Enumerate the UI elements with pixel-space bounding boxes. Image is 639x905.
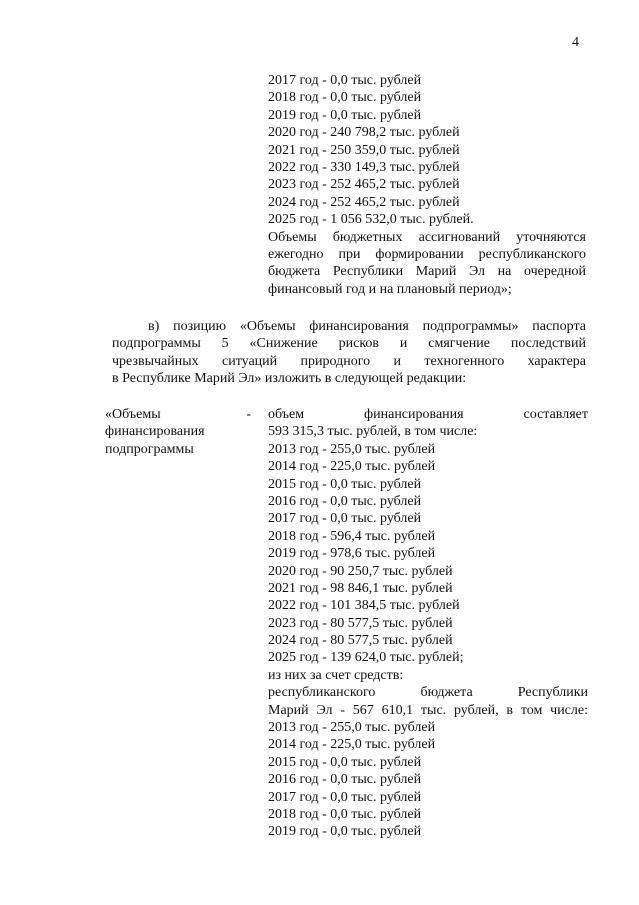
label-line: финансирования bbox=[105, 424, 205, 440]
paragraph-line: в Республике Марий Эл» изложить в следующей редакции: bbox=[112, 371, 467, 387]
paragraph-line: в) позицию «Объемы финансирования подпрограммы» паспорта bbox=[148, 319, 586, 334]
year-line: 2013 год - 255,0 тыс. рублей bbox=[268, 441, 436, 457]
year-line: 2018 год - 0,0 тыс. рублей bbox=[268, 806, 422, 822]
year-line: 2024 год - 252 465,2 тыс. рублей bbox=[268, 194, 460, 210]
year-line: 2021 год - 250 359,0 тыс. рублей bbox=[268, 142, 460, 158]
total-line: 593 315,3 тыс. рублей, в том числе: bbox=[268, 424, 478, 440]
word: объем bbox=[268, 407, 305, 422]
year-line: 2019 год - 978,6 тыс. рублей bbox=[268, 546, 436, 562]
paragraph-line: подпрограммы 5 «Снижение рисков и смягчение последствий bbox=[112, 336, 586, 352]
year-line: 2019 год - 0,0 тыс. рублей bbox=[268, 107, 422, 123]
word: республиканского bbox=[268, 685, 376, 701]
word: Республики bbox=[517, 685, 588, 701]
amendment-paragraph bbox=[112, 318, 586, 388]
year-line: 2021 год - 98 846,1 тыс. рублей bbox=[268, 580, 453, 596]
year-line: 2022 год - 330 149,3 тыс. рублей bbox=[268, 159, 460, 175]
budget-note-line: Объемы бюджетных ассигнований уточняются bbox=[268, 229, 586, 245]
year-line: 2017 год - 0,0 тыс. рублей bbox=[268, 73, 422, 88]
year-line: 2025 год - 139 624,0 тыс. рублей; bbox=[268, 650, 464, 666]
financing-intro-line bbox=[268, 406, 588, 423]
position-label bbox=[105, 406, 251, 458]
word: финансирования bbox=[364, 407, 464, 422]
financing-continuation-block bbox=[268, 72, 586, 298]
page-number: 4 bbox=[572, 35, 579, 50]
year-line: 2018 год - 0,0 тыс. рублей bbox=[268, 90, 422, 106]
year-line: 2023 год - 252 465,2 тыс. рублей bbox=[268, 177, 460, 193]
sources-intro: из них за счет средств: bbox=[268, 667, 404, 683]
label-dash: - bbox=[246, 407, 251, 422]
republic-budget-line bbox=[268, 684, 588, 701]
paragraph-line: чрезвычайных ситуаций природного и техногенного характера bbox=[112, 353, 586, 369]
year-line: 2017 год - 0,0 тыс. рублей bbox=[268, 789, 422, 805]
year-line: 2024 год - 80 577,5 тыс. рублей bbox=[268, 633, 453, 649]
year-line: 2023 год - 80 577,5 тыс. рублей bbox=[268, 615, 453, 631]
republic-total-line: Марий Эл - 567 610,1 тыс. рублей, в том числе: bbox=[268, 702, 588, 718]
budget-note-line: ежегодно при формировании республиканского bbox=[268, 246, 586, 262]
budget-note-line: бюджета Республики Марий Эл на очередной bbox=[268, 264, 586, 280]
label-line: подпрограммы bbox=[105, 441, 194, 457]
budget-note-line: финансовый год и на плановый период»; bbox=[268, 281, 512, 297]
word: бюджета bbox=[420, 685, 473, 701]
year-line: 2013 год - 255,0 тыс. рублей bbox=[268, 720, 436, 736]
year-line: 2017 год - 0,0 тыс. рублей bbox=[268, 511, 422, 527]
year-line: 2018 год - 596,4 тыс. рублей bbox=[268, 528, 436, 544]
year-line: 2015 год - 0,0 тыс. рублей bbox=[268, 476, 422, 492]
year-line: 2020 год - 90 250,7 тыс. рублей bbox=[268, 563, 453, 579]
word: составляет bbox=[523, 407, 588, 422]
year-line: 2016 год - 0,0 тыс. рублей bbox=[268, 772, 422, 788]
year-line: 2014 год - 225,0 тыс. рублей bbox=[268, 459, 436, 475]
label-text: «Объемы bbox=[105, 407, 161, 422]
year-line: 2020 год - 240 798,2 тыс. рублей bbox=[268, 125, 460, 141]
year-line: 2016 год - 0,0 тыс. рублей bbox=[268, 493, 422, 509]
year-line: 2015 год - 0,0 тыс. рублей bbox=[268, 754, 422, 770]
label-first-line bbox=[105, 406, 251, 423]
year-line: 2014 год - 225,0 тыс. рублей bbox=[268, 737, 436, 753]
financing-new-block bbox=[268, 406, 588, 841]
year-line: 2019 год - 0,0 тыс. рублей bbox=[268, 824, 422, 840]
year-line: 2025 год - 1 056 532,0 тыс. рублей. bbox=[268, 212, 474, 228]
year-line: 2022 год - 101 384,5 тыс. рублей bbox=[268, 598, 460, 614]
